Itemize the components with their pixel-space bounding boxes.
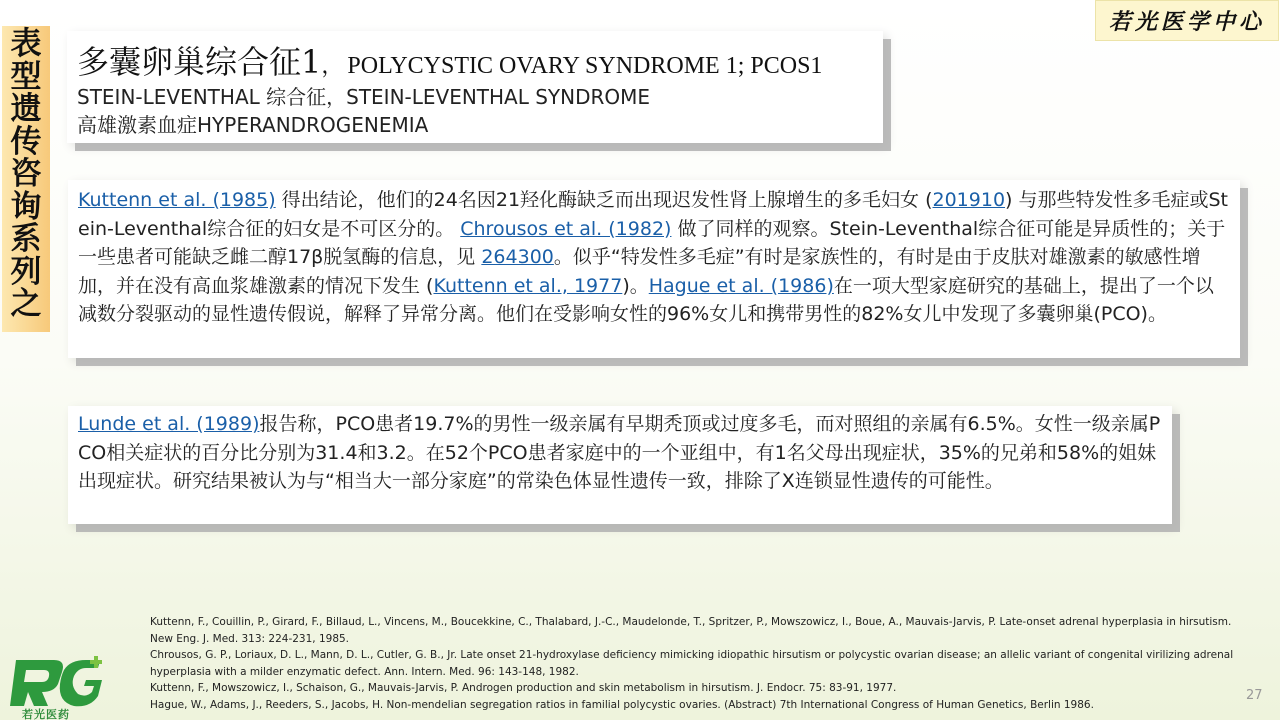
citation-link[interactable]: Kuttenn et al., 1977 [433, 274, 623, 297]
side-title-char: 列 [10, 253, 42, 290]
side-title-char: 之 [10, 286, 42, 322]
page-title-english: POLYCYSTIC OVARY SYNDROME 1; PCOS1 [347, 53, 823, 79]
citation-link[interactable]: Hague et al. (1986) [648, 274, 834, 297]
paragraph-text: 得出结论，他们的24名因21羟化酶缺乏而出现迟发性肾上腺增生的多毛妇女 ( [275, 189, 933, 211]
paragraph-2 [78, 410, 1162, 496]
paragraph-text: ) 与那些特发性多毛症或Stein-Leventhal综合征的妇女是不可区分的。 [78, 189, 1228, 240]
side-title-char: 表 [10, 26, 42, 62]
paragraph-box-2 [68, 406, 1172, 524]
paragraph-text: 在一项大型家庭研究的基础上，提出了一个以减数分裂驱动的显性遗传假说，解释了异常分离。他们在受影响女性的96%女儿和携带男性的82%女儿中发现了多囊卵巢(PCO)。 [78, 274, 1214, 325]
citation-link[interactable]: Chrousos et al. (1982) [460, 217, 672, 240]
paragraph-text: 。似乎“特发性多毛症”有时是家族性的，有时是由于皮肤对雄激素的敏感性增加，并在没有高血浆雄激素的情况下发生 ( [78, 246, 1201, 297]
omim-link[interactable]: 201910 [932, 189, 1006, 211]
reference-item: Kuttenn, F., Couillin, P., Girard, F., Billaud, L., Vincens, M., Boucekkine, C., Thalabard, J.-C., Maudelonde, T., Spritzer, P., Mowszowicz, I., Boue, A., Mauvais-Jarvis, P. Late-onset adrenal hyperplasia in hirsutism. New Eng. J. Med. 313: 224-231, 1985. [150, 616, 1232, 645]
side-title-char: 咨 [10, 156, 42, 192]
page-number: 27 [1246, 688, 1263, 703]
citation-link[interactable]: Kuttenn et al. (1985) [78, 189, 276, 211]
references [150, 614, 1245, 713]
omim-link[interactable]: 264300 [481, 246, 554, 268]
side-title-char: 系 [10, 221, 42, 257]
reference-item: Kuttenn, F., Mowszowicz, I., Schaison, G., Mauvais-Jarvis, P. Androgen production and skin metabolism in hirsutism. J. Endocr. 75: 83-91, 1977. [150, 682, 897, 694]
title-line [77, 37, 873, 83]
title-alias-1: STEIN-LEVENTHAL 综合征，STEIN-LEVENTHAL SYNDROME [77, 85, 651, 109]
side-title-char: 型 [10, 58, 42, 95]
title-box [67, 31, 883, 143]
citation-link[interactable]: Lunde et al. (1989) [78, 413, 260, 435]
paragraph-text: 做了同样的观察。Stein-Leventhal综合征可能是异质性的；关于一些患者可能缺乏雌二醇17β脱氢酶的信息，见 [78, 217, 1226, 268]
title-alias-2: 高雄激素血症HYPERANDROGENEMIA [77, 113, 429, 137]
side-title-char: 遗 [10, 91, 42, 127]
page-title: 多囊卵巢综合征1 [77, 43, 322, 81]
paragraph-text: )。 [622, 274, 649, 297]
paragraph-1 [78, 186, 1230, 329]
brand-stamp: 若光医学中心 [1095, 0, 1279, 41]
title-separator: ， [321, 54, 344, 79]
side-title-char: 传 [10, 123, 42, 160]
side-title-char: 询 [10, 188, 42, 225]
reference-item: Hague, W., Adams, J., Reeders, S., Jacobs, H. Non-mendelian segregation ratios in familial polycystic ovaries. (Abstract) 7th International Congress of Human Genetics, Berlin 1986. [150, 698, 1094, 711]
paragraph-box-1 [68, 180, 1240, 358]
reference-item: Chrousos, G. P., Loriaux, D. L., Mann, D. L., Cutler, G. B., Jr. Late onset 21-hydroxylase deficiency mimicking idiopathic hirsutism or polycystic ovarian disease; an allelic variant of congenital virilizing adrenal hyperplasia with a milder enzymatic defect. Ann. Intern. Med. 96: 143-148, 1982. [150, 649, 1234, 678]
paragraph-text: 报告称，PCO患者19.7%的男性一级亲属有早期秃顶或过度多毛，而对照组的亲属有6.5%。女性一级亲属PCO相关症状的百分比分别为31.4和3.2。在52个PCO患者家庭中的一个亚组中，有1名父母出现症状，35%的兄弟和58%的姐妹出现症状。研究结果被认为与“相当大一部分家庭”的常染色体显性遗传一致，排除了X连锁显性遗传的可能性。 [78, 413, 1161, 492]
logo-text: 若光医药 [22, 708, 70, 720]
side-title [2, 26, 50, 332]
